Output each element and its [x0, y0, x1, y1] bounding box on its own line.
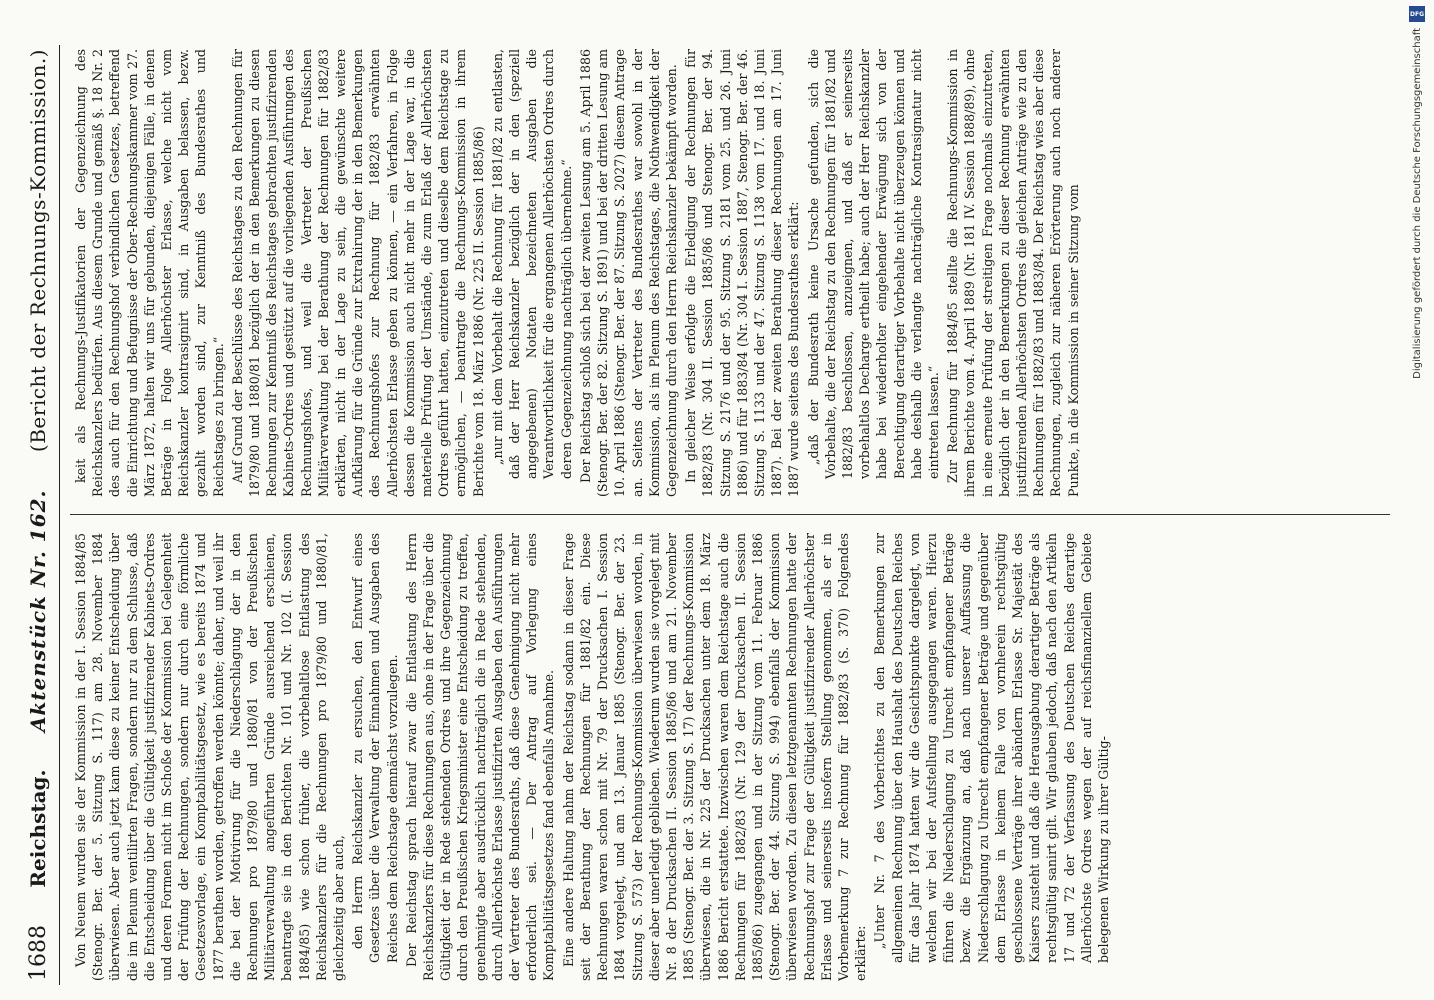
text-column-right [72, 49, 1390, 497]
paragraph: Auf Grund der Beschlüsse des Reichstages zu den Rechnungen für 1879/80 und 1880/81 bezüglich der in den Bemerkungen zu diesen Rechnungen zur Kenntniß des Reichstages gebrachten justifizirenden Kabinets-Ordres und gestützt auf die vorliegenden Ausführungen des Rechnungshofes, und weil die Vertreter der Preußischen Militärverwaltung bei der Berathung der Rechnungen für 1882/83 erklärten, nicht in der Lage zu sein, die gewünschte weitere Aufklärung für die Gründe zur Extrahirung der in den Bemerkungen des Rechnungshofes zur Rechnung für 1882/83 erwähnten Allerhöchsten Erlasse geben zu können, — ein Verfahren, in Folge dessen die Kommission auch nicht mehr in der Lage war, in die materielle Prüfung der Umstände, die zum Erlaß der Allerhöchsten Ordres geführt hatten, einzutreten und dieselbe dem Reichstage zu ermöglichen, — beantragte die Rechnungs-Kommission in ihrem Berichte vom 18. März 1886 (Nr. 225 II. Session 1885/86) [229, 49, 486, 497]
paragraph: Von Neuem wurden sie der Kommission in der I. Session 1884/85 (Stenogr. Ber. der 5. Sitzung S. 117) am 28. November 1884 überwiesen. Aber auch jetzt kam diese zu keiner Entscheidung über die im Plenum ventilirten Fragen, sondern nur zu dem Schlusse, daß die Entscheidung über die Gültigkeit justifizirender Kabinets-Ordres und deren Formen nicht im Schoße der Kommission bei Gelegenheit der Prüfung der Rechnungen, sondern nur durch eine förmliche Gesetzesvorlage, ein Komptabilitätsgesetz, wie es bereits 1874 und 1877 berathen worden, getroffen werden könnte; daher, und weil ihr die bei der Motivirung für die Niederschlagung der in den Rechnungen pro 1879/80 und 1880/81 von der Preußischen Militärverwaltung angeführten Gründe ausreichend erschienen, beantragte sie in den Berichten Nr. 101 und Nr. 102 (I. Session 1884/85) wie schon früher, die vorbehaltlose Entlastung des Reichskanzlers für die Rechnungen pro 1879/80 und 1880/81, gleichzeitig aber auch, [73, 533, 347, 981]
paragraph: Der Reichstag sprach hierauf zwar die Entlastung des Herrn Reichskanzlers für diese Rechnungen aus, ohne in der Frage über die Gültigkeit der in Rede stehenden Ordres und ihre Gegenzeichnung durch den Preußischen Kriegsminister eine Entscheidung zu treffen, genehmigte aber ausdrücklich nachträglich die in Rede stehenden, durch Allerhöchste Erlasse justifizirten Ausgaben den Ausführungen der Vertreter des Bundesraths, daß diese Genehmigung nicht mehr erforderlich sei. — Der Antrag auf Vorlegung eines Komptabilitätsgesetzes fand ebenfalls Annahme. [403, 533, 557, 981]
column-divider [70, 514, 1390, 515]
paragraph: Der Reichstag schloß sich bei der zweiten Lesung am 5. April 1886 (Stenogr. Ber. der 82. Sitzung S. 1891) und bei der dritten Lesung am 10. April 1886 (Stenogr. Ber. der 87. Sitzung S. 2027) diesem Antrage an. Seitens der Vertreter des Bundesrathes war sowohl in der Kommission, als im Plenum des Reichstages, die Nothwendigkeit der Gegenzeichnung durch den Herrn Reichskanzler bekämpft worden. [577, 49, 679, 497]
paragraph: Zur Rechnung für 1884/85 stellte die Rechnungs-Kommission in ihrem Berichte vom 4. April 1889 (Nr. 181 IV. Session 1888/89), ohne in eine erneute Prüfung der streitigen Frage nochmals einzutreten, bezüglich der in den Bemerkungen zu dieser Rechnung erwähnten justifizirenden Allerhöchsten Ordres die gleichen Anträge wie zu den Rechnungen für 1882/83 und 1883/84. Der Reichstag wies aber diese Rechnungen, zugleich zur näheren Erörterung auch noch anderer Punkte, in die Kommission in seiner Sitzung vom [945, 49, 1081, 497]
page-header [20, 45, 60, 985]
header-right: (Bericht der Rechnungs-Kommission.) [26, 49, 50, 453]
digitization-stamp [1406, 6, 1428, 994]
paragraph: keit als Rechnungs-Justifikatorien der Gegenzeichnung des Reichskanzlers bedürfen. Aus diesem Grunde und gemäß §. 18 Nr. 2 des auch für den Rechnungshof verbindlichen Gesetzes, betreffend die Einrichtung und Befugnisse der Ober-Rechnungskammer vom 27. März 1872, halten wir uns für gebunden, diejenigen Fälle, in denen Beträge in Folge Allerhöchster Erlasse, welche nicht vom Reichskanzler kontrasignirt sind, in Ausgaben belassen, bezw. gezahlt worden sind, zur Kenntniß des Bundesrathes und Reichstages zu bringen.“ [73, 49, 226, 497]
page-number: 1688 [26, 925, 51, 981]
dfg-logo: DFG [1409, 6, 1425, 22]
paragraph: den Herrn Reichskanzler zu ersuchen, den Entwurf eines Gesetzes über die Verwaltung der Einnahmen und Ausgaben des Reiches dem Reichstage demnächst vorzulegen. [350, 533, 400, 963]
paragraph: „nur mit dem Vorbehalt die Rechnung für 1881/82 zu entlasten, daß der Herr Reichskanzler bezüglich der in den (speziell angegebenen) Notaten bezeichneten Ausgaben die Verantwortlichkeit für die ergangenen Allerhöchsten Ordres durch deren Gegenzeichnung nachträglich übernehme.“ [489, 49, 574, 479]
paragraph: „daß der Bundesrath keine Ursache gefunden, sich die Vorbehalte, die der Reichstag zu den Rechnungen für 1881/82 und 1882/83 beschlossen, anzueignen, und daß er seinerseits vorbehaltlos Decharge ertheilt habe; auch der Herr Reichskanzler habe bei wiederholter eingehender Erwägung sich von der Berechtigung derartiger Vorbehalte nicht überzeugen können und habe deshalb die verlangte nachträgliche Kontrasignatur nicht eintreten lassen.“ [805, 49, 941, 479]
digitization-credit: Digitalisierung gefördert durch die Deutsche Forschungsgemeinschaft [1411, 28, 1423, 379]
paragraph: „Unter Nr. 7 des Vorberichtes zu den Bemerkungen zur allgemeinen Rechnung über den Haushalt des Deutschen Reiches für das Jahr 1874 hatten wir die Gesichtspunkte dargelegt, von welchen wir bei der Aufstellung ausgegangen waren. Hierzu führen die Niederschlagung zu Unrecht empfangener Beträge bezw. die Ergänzung an, daß nach unserer Auffassung die Niederschlagung zu Unrecht empfangener Beträge und gegenüber dem Erlasse in keinem Falle von vornherein rechtsgültig geschlossene Verträge ihrer abändern Erlasse Sr. Majestät des Kaisers zusteht und daß die Herausgabung derartiger Beträge als rechtsgültig sanirt gilt. Wir glauben jedoch, daß nach den Artikeln 17 und 72 der Verfassung des Deutschen Reiches derartige Allerhöchste Ordres wegen der auf reichsfinanziellem Gebiete belegenen Wirkung zu ihrer Gültig- [872, 533, 1111, 963]
rotated-page [20, 45, 1400, 985]
paragraph: Eine andere Haltung nahm der Reichstag sodann in dieser Frage seit der Berathung der Rechnungen für 1881/82 ein. Diese Rechnungen waren schon mit Nr. 79 der Drucksachen I. Session 1884 vorgelegt, und am 13. Januar 1885 (Stenogr. Ber. der 23. Sitzung S. 573) der Rechnungs-Kommission überwiesen worden, in dieser aber unerledigt geblieben. Wiederum wurden sie vorgelegt mit Nr. 8 der Drucksachen II. Session 1885/86 und am 21. November 1885 (Stenogr. Ber. der 3. Sitzung S. 17) der Rechnungs-Kommission überwiesen, die in Nr. 225 der Drucksachen unter dem 18. März 1886 Bericht erstattete. Inzwischen waren dem Reichstage auch die Rechnungen für 1882/83 (Nr. 129 der Drucksachen II. Session 1885/86) zugegangen und in der Sitzung vom 11. Februar 1886 (Stenogr. Ber. der 44. Sitzung S. 994) ebenfalls der Kommission überwiesen worden. Zu diesen letztgenannten Rechnungen hatte der Rechnungshof zur Frage der Gültigkeit justifizirender Allerhöchster Erlasse und seinerseits insofern Stellung genommen, als er in Vorbemerkung 7 zur Rechnung für 1882/83 (S. 370) Folgendes erklärte: [560, 533, 869, 981]
text-column-left [72, 533, 1390, 981]
header-center: Aktenstück Nr. 162. [26, 489, 50, 733]
header-left: Reichstag. [26, 769, 50, 888]
paragraph: In gleicher Weise erfolgte die Erledigung der Rechnungen für 1882/83 (Nr. 304 II. Session 1885/86 und Stenogr. Ber. der 94. Sitzung S. 2176 und der 95. Sitzung S. 2181 vom 25. und 26. Juni 1886) und für 1883/84 (Nr. 304 I. Session 1887, Stenogr. Ber. der 46. Sitzung S. 1133 und der 47. Sitzung S. 1138 vom 17. und 18. Juni 1887). Bei der zweiten Berathung dieser Rechnungen am 17. Juni 1887 wurde seitens des Bundesrathes erklärt: [683, 49, 802, 497]
